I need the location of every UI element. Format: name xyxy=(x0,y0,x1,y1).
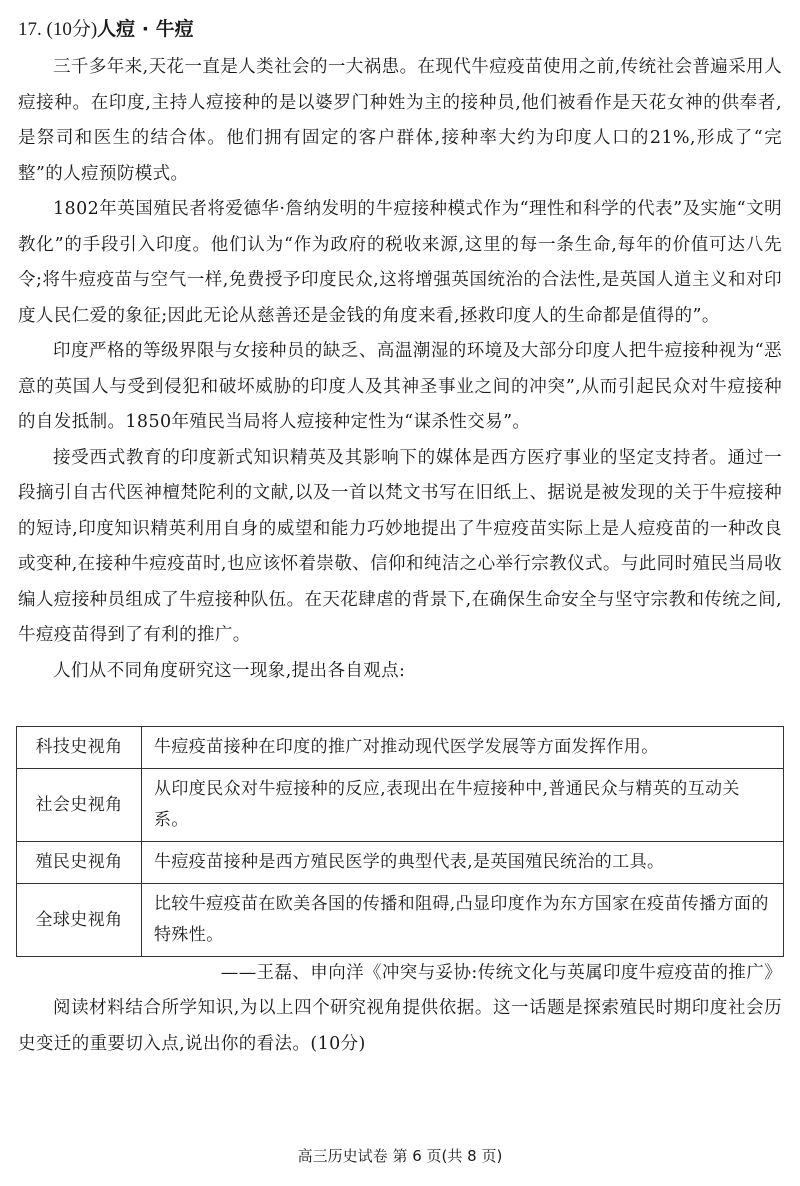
view-cell: 比较牛痘疫苗在欧美各国的传播和阻碍,凸显印度作为东方国家在疫苗传播方面的特殊性。 xyxy=(142,884,784,957)
source-citation: ——王磊、申向洋《冲突与妥协:传统文化与英属印度牛痘疫苗的推广》 xyxy=(220,963,782,983)
perspective-cell: 殖民史视角 xyxy=(17,842,142,884)
perspective-cell: 科技史视角 xyxy=(17,727,142,769)
perspective-cell: 全球史视角 xyxy=(17,884,142,957)
perspectives-table xyxy=(16,726,784,957)
material-text xyxy=(18,50,782,689)
table-row xyxy=(17,769,784,842)
table-row xyxy=(17,842,784,884)
paragraph: 接受西式教育的印度新式知识精英及其影响下的媒体是西方医疗事业的坚定支持者。通过一段摘引自古代医神檀梵陀利的文献,以及一首以梵文书写在旧纸上、据说是被发现的关于牛痘接种的短诗,印度知识精英利用自身的威望和能力巧妙地提出了牛痘疫苗实际上是人痘疫苗的一种改良或变种,在接种牛痘疫苗时,也应该怀着崇敬、信仰和纯洁之心举行宗教仪式。与此同时殖民当局收编人痘接种员组成了牛痘接种队伍。在天花肆虐的背景下,在确保生命安全与坚守宗教和传统之间,牛痘疫苗得到了有利的推广。 xyxy=(18,447,782,645)
question-number: 17. (10分) xyxy=(18,19,98,40)
table-row xyxy=(17,884,784,957)
task-text: 阅读材料结合所学知识,为以上四个研究视角提供依据。这一话题是探索殖民时期印度社会历史变迁的重要切入点,说出你的看法。(10分) xyxy=(18,998,782,1054)
table-row xyxy=(17,727,784,769)
page-footer: 高三历史试卷 第 6 页(共 8 页) xyxy=(297,1147,503,1165)
paragraph: 三千多年来,天花一直是人类社会的一大祸患。在现代牛痘疫苗使用之前,传统社会普遍采用人痘接种。在印度,主持人痘接种的是以婆罗门种姓为主的接种员,他们被看作是天花女神的供奉者,是祭司和医生的结合体。他们拥有固定的客户群体,接种率大约为印度人口的21%,形成了“完整”的人痘预防模式。 xyxy=(18,57,782,184)
perspective-cell: 社会史视角 xyxy=(17,769,142,842)
view-cell: 牛痘疫苗接种是西方殖民医学的典型代表,是英国殖民统治的工具。 xyxy=(142,842,784,884)
view-cell: 牛痘疫苗接种在印度的推广对推动现代医学发展等方面发挥作用。 xyxy=(142,727,784,769)
question-task xyxy=(18,990,782,1062)
paragraph: 印度严格的等级界限与女接种员的缺乏、高温潮湿的环境及大部分印度人把牛痘接种视为“恶意的英国人与受到侵犯和破坏威胁的印度人及其神圣事业之间的冲突”,从而引起民众对牛痘接种的自发抵制。1850年殖民当局将人痘接种定性为“谋杀性交易”。 xyxy=(18,341,782,432)
question-header xyxy=(18,14,194,45)
paragraph: 人们从不同角度研究这一现象,提出各自观点: xyxy=(53,660,406,681)
paragraph: 1802年英国殖民者将爱德华·詹纳发明的牛痘接种模式作为“理性和科学的代表”及实施“文明教化”的手段引入印度。他们认为“作为政府的税收来源,这里的每一条生命,每年的价值可达八先令;将牛痘疫苗与空气一样,免费授予印度民众,这将增强英国统治的合法性,是英国人道主义和对印度人民仁爱的象征;因此无论从慈善还是金钱的角度来看,拯救印度人的生命都是值得的”。 xyxy=(18,199,782,326)
view-cell: 从印度民众对牛痘接种的反应,表现出在牛痘接种中,普通民众与精英的互动关系。 xyxy=(142,769,784,842)
question-title: 人痘 · 牛痘 xyxy=(97,18,194,40)
